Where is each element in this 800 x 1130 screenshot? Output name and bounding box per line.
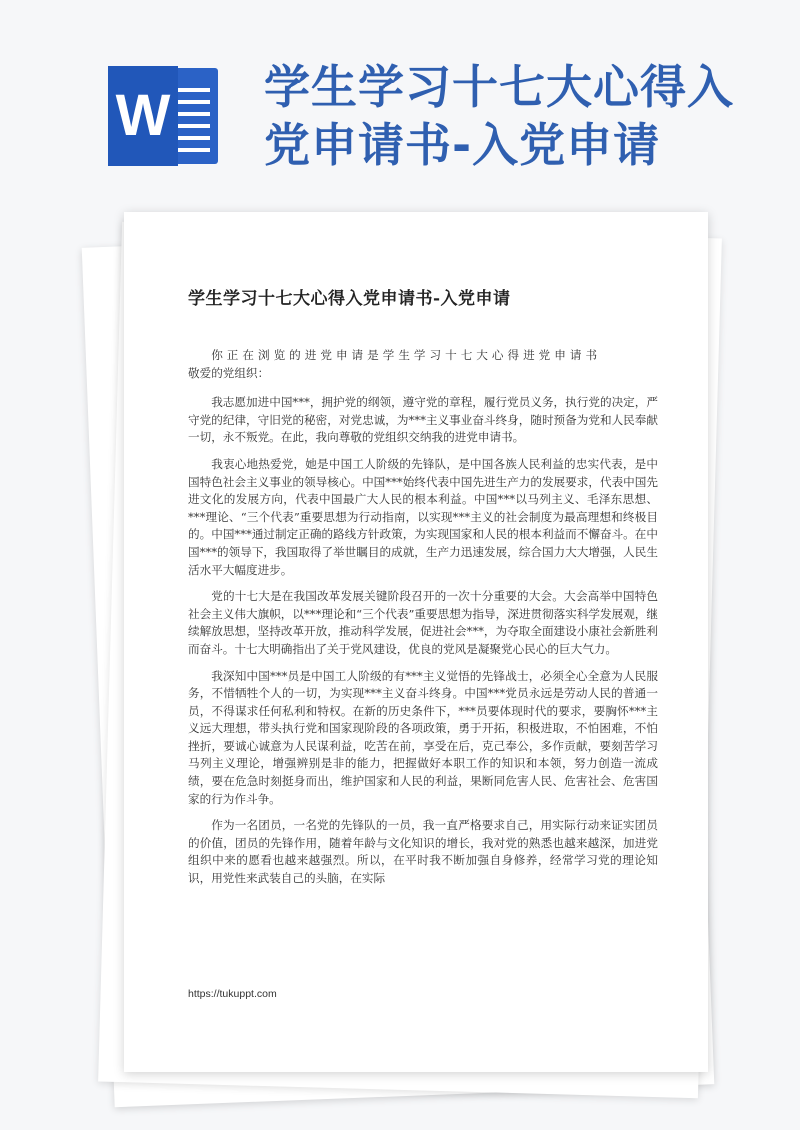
word-logo-letter: W — [108, 66, 178, 166]
document-paragraph: 党的十七大是在我国改革发展关键阶段召开的一次十分重要的大会。大会高举中国特色社会主义伟大旗帜，以***理论和“三个代表”重要思想为指导，深进贯彻落实科学发展观，继续解放思想，坚持改革开放，推动科学发展，促进社会***，为夺取全面建设小康社会新胜利而奋斗。十七大明确指出了关于党风建设，优良的党风是凝聚党心民心的巨大气力。 — [188, 589, 658, 656]
banner-title-line-2: 党申请书-入党申请 — [264, 118, 661, 172]
document-title: 学生学习十七大心得入党申请书-入党申请 — [188, 289, 511, 309]
document-intro: 你正在浏览的进党申请是学生学习十七大心得进党申请书 — [211, 348, 602, 362]
document-paragraph: 作为一名团员，一名党的先锋队的一员，我一直严格要求自己，用实际行动来证实团员的价值，团员的先锋作用，随着年龄与文化知识的增长，我对党的熟悉也越来越深，加进党组织中来的愿看也越来越强烈。所以，在平时我不断加强自身修养，经常学习党的理论知识，用党性来武装自己的头脑，在实际 — [188, 818, 658, 886]
banner-title-line-1: 学生学习十七大心得入 — [264, 60, 734, 114]
document-greeting: 敬爱的党组织： — [188, 365, 270, 380]
document-page — [124, 212, 708, 1072]
banner-title — [264, 58, 764, 174]
banner — [0, 0, 800, 200]
word-document-icon — [108, 66, 220, 166]
document-paragraph: 我深知中国***员是中国工人阶级的有***主义觉悟的先锋战士，必须全心全意为人民服务，不惜牺牲个人的一切，为实现***主义奋斗终身。中国***党员永远是劳动人民的普通一员，不得谋求任何私利和特权。在新的历史条件下，***员要体现时代的要求，要胸怀***主义远大理想，带头执行党和国家现阶段的各项政策，勇于开拓，积极进取，不怕困难，不怕挫折，要诚心诚意为人民谋利益，吃苦在前，享受在后，克己奉公，多作贡献，要刻苦学习马列主义理论，增强辨别是非的能力，把握做好本职工作的知识和本领，努力创造一流成绩，要在危急时刻挺身而出，维护国家和人民的利益，果断同危害人民、危害社会、危害国家的行为作斗争。 — [188, 668, 658, 806]
document-paragraph: 我志愿加进中国***，拥护党的纲领，遵守党的章程，履行党员义务，执行党的决定，严守党的纪律，守旧党的秘密，对党忠诚，为***主义事业奋斗终身，随时预备为党和人民奉献一切，永不叛党。在此，我向尊敬的党组织交纳我的进党申请书。 — [188, 395, 658, 445]
footer-url-link[interactable]: https://tukuppt.com — [188, 988, 277, 1000]
document-paragraph: 我衷心地热爱党，她是中国工人阶级的先锋队，是中国各族人民利益的忠实代表，是中国特色社会主义事业的领导核心。中国***始终代表中国先进生产力的发展要求，代表中国先进文化的发展方向，代表中国最广大人民的根本利益。中国***以马列主义、毛泽东思想、***理论、“三个代表”重要思想为行动指南，以实现***主义的社会制度为最高理想和终极目的。中国***通过制定正确的路线方针政策，为实现国家和人民的根本利益而不懈奋斗。在中国***的领导下，我国取得了举世瞩目的成就，生产力迅速发展，综合国力大大增强，人民生活水平大幅度进步。 — [188, 456, 658, 577]
